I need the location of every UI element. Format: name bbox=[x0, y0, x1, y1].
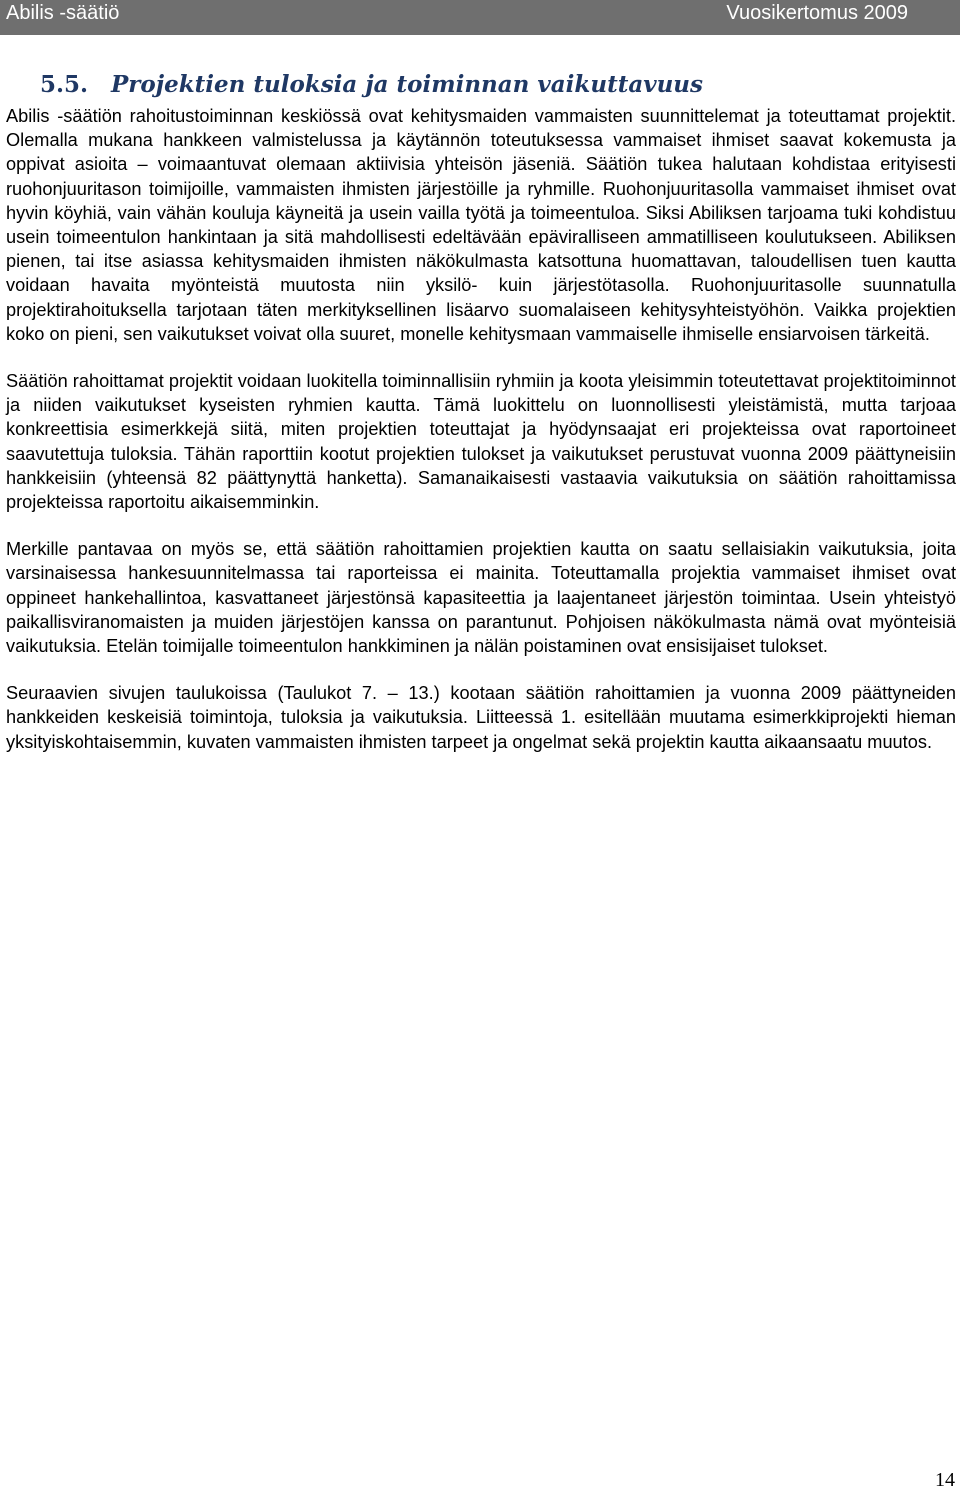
paragraph-intro: Abilis -säätiön rahoitustoiminnan keskiössä ovat kehitysmaiden vammaisten suunnittelemat ja toteuttamat projektit. Olemalla mukana hankkeen valmistelussa ja käytännön toteutuksessa vammaiset ihmiset saavat kokemusta ja oppivat asioita – voimaantuvat olemaan aktiivisia yhteisön jäseniä. Säätiön tukea halutaan kohdistaa erityisesti ruohonjuuritason toimijoille, vammaisten ihmisten järjestöille ja ryhmille. Ruohonjuuritasolla vammaiset ihmiset ovat hyvin köyhiä, vain vähän kouluja käyneitä ja usein vailla työtä ja toimeentuloa. Siksi Abiliksen tarjoama tuki kohdistuu usein toimeentulon hankintaan ja sitä mahdollisesti edeltävään epäviralliseen ammatilliseen koulutukseen. Abiliksen pienen, tai itse asiassa kehitysmaiden ihmisten näkökulmasta katsottuna huomattavan, taloudellisen tuen kautta voidaan havaita myönteistä muutosta niin yksilö- kuin järjestötasolla. Ruohonjuuritasolle suunnatulla projektirahoituksella tarjotaan täten merkityksellinen lisäarvo suomalaiseen kehitysyhteistyöhön. Vaikka projektien koko on pieni, sen vaikutukset voivat olla suuret, monelle kehitysmaan vammaiselle ihmiselle ensiarvoisen tärkeitä. bbox=[6, 106, 956, 344]
page-number: 14 bbox=[935, 1469, 955, 1491]
header-report-title: Vuosikertomus 2009 bbox=[726, 2, 908, 24]
section-heading bbox=[40, 71, 703, 98]
header-organization: Abilis -säätiö bbox=[6, 2, 120, 24]
paragraph-additional-effects: Merkille pantavaa on myös se, että säätiön rahoittamien projektien kautta on saatu sellaisiakin vaikutuksia, joita varsinaisessa hankesuunnitelmassa tai raporteissa ei mainita. Toteuttamalla projektia vammaiset ihmiset ovat oppineet hankehallintoa, kasvattaneet järjestönsä kapasiteettia ja laajentaneet järjestön toimintaa. Usein yhteistyö paikallisviranomaisten ja muiden järjestöjen kanssa on parantunut. Pohjoisen näkökulmasta nämä ovat myönteisiä vaikutuksia. Etelän toimijalle toimeentulon hankkiminen ja nälän poistaminen ovat ensisijaiset tulokset. bbox=[6, 539, 956, 657]
section-number: 5.5. bbox=[40, 71, 89, 98]
paragraph-classification: Säätiön rahoittamat projektit voidaan luokitella toiminnallisiin ryhmiin ja koota yleisimmin toteutettavat projektitoiminnot ja niiden vaikutukset kyseisten ryhmien kautta. Tämä luokittelu on luonnollisesti yleistämistä, mutta tarjoaa konkreettisia esimerkkejä siitä, miten projektien toteuttajat ja hyödynsaajat eri projekteissa ovat raportoineet saavutettuja tuloksia. Tähän raporttiin kootut projektien tulokset ja vaikutukset perustuvat vuonna 2009 päättyneisiin hankkeisiin (yhteensä 82 päättynyttä hanketta). Samanaikaisesti vastaavia vaikutuksia on säätiön rahoittamissa projekteissa raportoitu aikaisemminkin. bbox=[6, 371, 956, 513]
body-text bbox=[6, 104, 956, 777]
paragraph-tables-intro: Seuraavien sivujen taulukoissa (Taulukot 7. – 13.) kootaan säätiön rahoittamien ja vuonna 2009 päättyneiden hankkeiden keskeisiä toimintoja, tuloksia ja vaikutuksia. Liitteessä 1. esitellään muutama esimerkkiprojekti hieman yksityiskohtaisemmin, kuvaten vammaisten ihmisten tarpeet ja ongelmat sekä projektin kautta aikaansaatu muutos. bbox=[6, 683, 956, 752]
page-header bbox=[0, 0, 960, 35]
section-title: Projektien tuloksia ja toiminnan vaikuttavuus bbox=[111, 71, 703, 98]
